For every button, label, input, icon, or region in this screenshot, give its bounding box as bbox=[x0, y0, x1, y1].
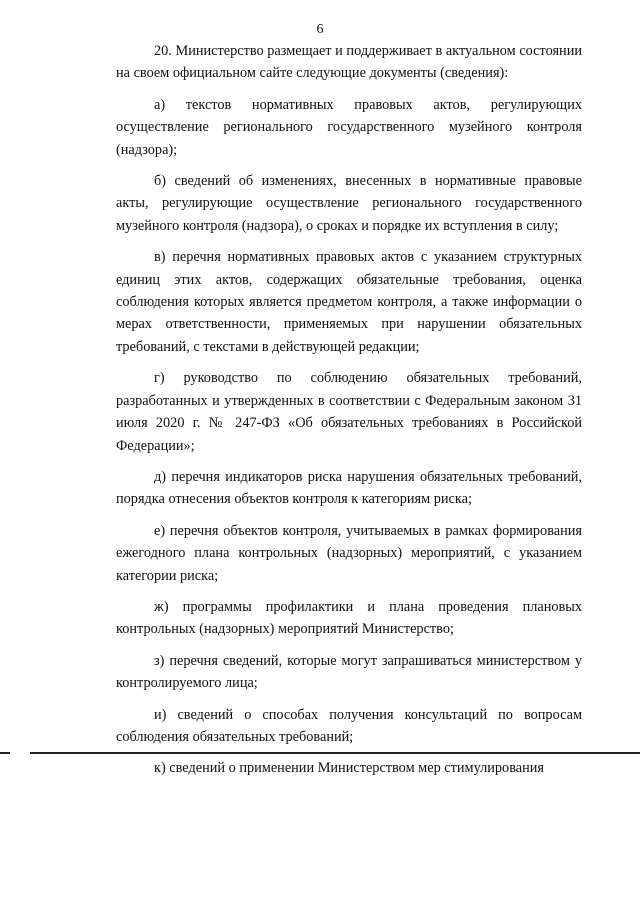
item-v: в) перечня нормативных правовых актов с указанием структурных единиц этих актов, содержащих обязательные требования, оценка соблюдения которых является предметом контроля, а также информации о мерах ответственности, применяемых при нарушении обязательных требований, с текстами в действующей редакции; bbox=[116, 249, 582, 355]
item-k: к) сведений о применении Министерством мер стимулирования bbox=[154, 760, 544, 777]
paragraph-20: 20. Министерство размещает и поддерживает в актуальном состоянии на своем официальном сайте следующие документы (сведения): bbox=[116, 43, 582, 82]
item-d: д) перечня индикаторов риска нарушения обязательных требований, порядка отнесения объектов контроля к категориям риска; bbox=[116, 468, 582, 508]
item-z: з) перечня сведений, которые могут запрашиваться министерством у контролируемого лица; bbox=[116, 652, 582, 692]
item-b: б) сведений об изменениях, внесенных в нормативные правовые акты, регулирующие осуществление регионального государственного музейного контроля (надзора), о сроках и порядке их вступления в силу; bbox=[116, 173, 582, 234]
footer-rule-left bbox=[0, 752, 10, 754]
item-g: г) руководство по соблюдению обязательных требований, разработанных и утвержденных в соответствии с Федеральным законом 31 июля 2020 г. № 247-ФЗ «Об обязательных требованиях в Российской Федерации»; bbox=[116, 370, 582, 454]
item-zh: ж) программы профилактики и плана проведения плановых контрольных (надзорных) мероприятий Министерство; bbox=[116, 598, 582, 638]
item-a: а) текстов нормативных правовых актов, регулирующих осуществление регионального государственного музейного контроля (надзора); bbox=[116, 96, 582, 158]
item-e: е) перечня объектов контроля, учитываемых в рамках формирования ежегодного плана контрольных (надзорных) мероприятий, с указанием категории риска; bbox=[116, 522, 582, 584]
item-i: и) сведений о способах получения консультаций по вопросам соблюдения обязательных требований; bbox=[116, 706, 582, 745]
footer-rule bbox=[30, 752, 640, 754]
page-number: 6 bbox=[316, 22, 324, 37]
document-body bbox=[116, 40, 582, 789]
